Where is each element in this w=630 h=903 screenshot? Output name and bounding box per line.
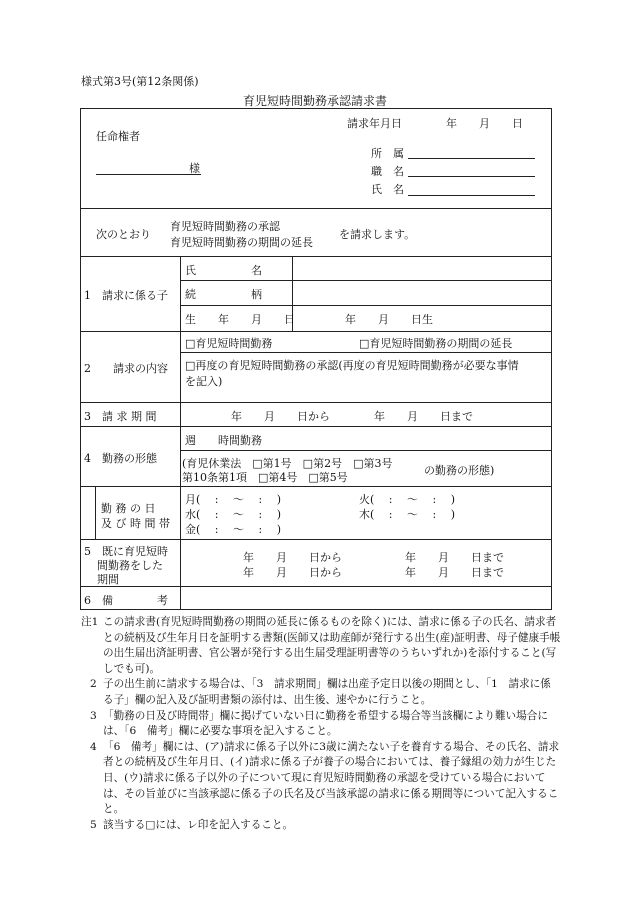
- position-label: 職 名: [371, 165, 404, 178]
- divider: [80, 539, 552, 540]
- appointing-authority-label: 任命権者: [96, 130, 140, 143]
- request-date: 請求年月日 年 月 日: [347, 117, 523, 130]
- name-label: 氏 名: [371, 183, 404, 196]
- note-4: 4 「6 備考」欄には、(ア)請求に係る子以外に3歳に満たない子を養育する場合、その氏名、請求者との続柄及び生年月日、(イ)請求に係る子が養子の場合においては、養子縁組の効力が生じた日、(ウ)請求に係る子以外の子について現に育児短時間勤務の承認を受けている場合においては、その旨並びに当該承認に係る子の氏名及び当該承認の請求に係る期間等について記入すること。: [90, 740, 560, 816]
- section5-label: 5 既に育児短時: [84, 545, 168, 558]
- remarks-field[interactable]: [181, 588, 551, 609]
- law-options-suffix: の勤務の形態): [424, 464, 495, 477]
- prior-period-1-to[interactable]: 年 月 日まで: [405, 551, 504, 564]
- intro-option-approval[interactable]: 育児短時間勤務の承認: [170, 220, 280, 233]
- divider: [180, 280, 552, 281]
- section2-label: 2 請求の内容: [84, 362, 168, 375]
- divider: [180, 450, 552, 451]
- note-5: 5 該当する□には、レ印を記入すること。: [90, 818, 294, 831]
- intro-option-extension[interactable]: 育児短時間勤務の期間の延長: [170, 236, 313, 249]
- section6-label: 6 備 考: [84, 594, 168, 607]
- note-1: 注1 この請求書(育児短時間勤務の期間の延長に係るものを除く)には、請求に係る子の氏名、請求者との続柄及び生年月日を証明する書類(医師又は助産師が発行する出生(産)証明書、母子健康手帳の出生届出済証明書、官公署が発行する出生届受理証明書等のうちいずれか)を添付すること(写しでも可)。: [81, 616, 561, 675]
- prior-period-2-to[interactable]: 年 月 日まで: [405, 566, 504, 579]
- days-hours-label-cont: 及 び 時 間 帯: [101, 517, 170, 530]
- section1-label: 1 請求に係る子: [84, 289, 168, 302]
- authority-name-line[interactable]: [96, 174, 201, 175]
- form-title: 育児短時間勤務承認請求書: [242, 94, 387, 108]
- child-birth-value[interactable]: 年 月 日生: [345, 313, 433, 326]
- divider: [80, 331, 552, 332]
- position-field[interactable]: [408, 176, 535, 177]
- child-name-label: 氏 名: [185, 264, 262, 277]
- request-period-value[interactable]: 年 月 日から 年 月 日まで: [231, 410, 473, 423]
- divider: [180, 256, 181, 539]
- note-3: 3 「勤務の日及び時間帯」欄に掲げていない日に勤務を希望する場合等当該欄により難い場合には、「6 備考」欄に必要な事項を記入すること。: [90, 709, 548, 738]
- affiliation-field[interactable]: [408, 158, 535, 159]
- prior-period-1-from[interactable]: 年 月 日から: [243, 551, 342, 564]
- divider: [80, 256, 552, 257]
- wednesday-hours[interactable]: 水( : ～ : ): [185, 508, 281, 521]
- law-options-line2[interactable]: 第10条第1項 □第4号 □第5号: [182, 471, 348, 484]
- law-options-line1[interactable]: (育児休業法 □第1号 □第2号 □第3号: [182, 457, 393, 470]
- sama-label: 様: [189, 162, 200, 175]
- monday-hours[interactable]: 月( : ～ : ): [185, 493, 281, 506]
- days-hours-label: 勤 務 の 日: [101, 502, 156, 515]
- section4-label: 4 勤務の形態: [84, 452, 157, 465]
- weekly-hours[interactable]: 週 時間勤務: [185, 434, 262, 447]
- divider: [180, 352, 552, 353]
- content-option-short-time[interactable]: □育児短時間勤務: [185, 337, 273, 350]
- child-birth-label: 生 年 月 日: [185, 313, 295, 326]
- divider: [80, 426, 552, 427]
- name-field[interactable]: [408, 195, 535, 196]
- friday-hours[interactable]: 金( : ～ : ): [185, 523, 281, 536]
- divider: [80, 486, 552, 487]
- divider: [95, 486, 96, 539]
- note-2: 2 子の出生前に請求する場合は、「3 請求期間」欄は出産予定日以後の期間とし、「1 請求に係る子」欄の記入及び証明書類の添付は、出生後、速やかに行うこと。: [90, 678, 551, 706]
- form-id: 様式第3号(第12条関係): [81, 75, 199, 88]
- divider: [80, 208, 552, 209]
- section5-label-cont2: 期間: [97, 573, 119, 586]
- intro-prefix: 次のとおり: [96, 228, 151, 241]
- notes: [81, 615, 561, 833]
- content-option-extension[interactable]: □育児短時間勤務の期間の延長: [359, 337, 513, 350]
- divider: [80, 402, 552, 403]
- divider: [180, 305, 552, 306]
- section5-label-cont: 間勤務をした: [97, 559, 163, 572]
- divider: [80, 586, 552, 587]
- child-relation-label: 続 柄: [185, 288, 262, 301]
- tuesday-hours[interactable]: 火( : ～ : ): [359, 493, 455, 506]
- affiliation-label: 所 属: [371, 147, 404, 160]
- intro-suffix: を請求します。: [339, 228, 416, 241]
- content-option-reapproval-cont: を記入): [185, 375, 223, 388]
- content-option-reapproval[interactable]: □再度の育児短時間勤務の承認(再度の育児短時間勤務が必要な事情: [185, 359, 519, 372]
- thursday-hours[interactable]: 木( : ～ : ): [359, 508, 455, 521]
- section3-label: 3 請 求 期 間: [84, 410, 157, 423]
- prior-period-2-from[interactable]: 年 月 日から: [243, 566, 342, 579]
